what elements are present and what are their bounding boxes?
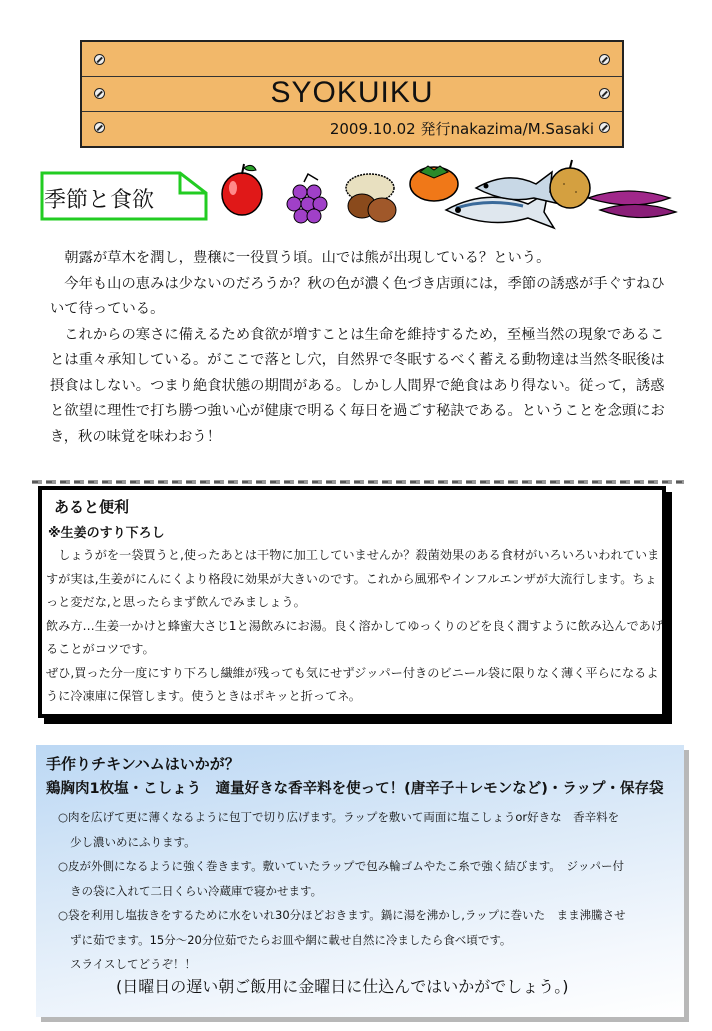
season-article (50, 246, 670, 450)
newsletter-title: SYOKUIKU (270, 76, 434, 109)
chicken-ham-recipe-box (36, 745, 684, 1017)
chestnut-icon (346, 174, 396, 222)
recipe-step-cont: スライスしてどうぞ！！ (70, 957, 197, 971)
article-paragraph: これからの寒さに備えるため食欲が増すことは生命を維持するため，至極当然の現象であることは重々承知している。がここで落とし穴，自然界で冬眠するべく蓄える動物達は当然冬眠後は摂食はしない。つまり絶食状態の期間がある。しかし人間界で絶食はあり得ない。従って，誘惑と欲望に理性で打ち勝つ強い心が健康で明るく毎日を過ごす秘訣である。ということを念頭におき，秋の味覚を味わおう！ (50, 326, 665, 445)
recipe-step-cont: きの袋に入れて二日くらい冷蔵庫で寝かせます。 (70, 883, 323, 898)
recipe-step-cont: 少し濃いめにふります。 (70, 834, 196, 849)
recipe-step: ○肉を広げて更に薄くなるように包丁で切り広げます。ラップを敷いて両面に塩こしょうor好きな 香辛料を (58, 810, 620, 824)
wood-plank (82, 42, 622, 77)
autumn-food-illustrations (218, 158, 688, 254)
persimmon-icon (410, 166, 458, 201)
season-tag (40, 171, 208, 221)
nail-icon (94, 122, 105, 133)
recipe-steps (58, 805, 678, 977)
pear-icon (550, 160, 590, 208)
recipe-closing-note: (日曜日の遅い朝ご飯用に金曜日に仕込んではいかがでしょう。) (116, 977, 569, 996)
tips-subheading: ※生姜のすり下ろし (48, 526, 165, 541)
apple-icon (222, 164, 262, 215)
nail-icon (599, 122, 610, 133)
nail-icon (599, 54, 610, 65)
recipe-step: ○皮が外側になるように強く巻きます。敷いていたラップで包み輪ゴムやたこ糸で強く結びます。 ジッパー付 (58, 859, 625, 873)
tips-paragraph: ぜひ,買った分一度にすり下ろし繊維が残っても気にせずジッパー付きのビニール袋に限りなく薄く平らになるように冷凍庫に保管します。使うときはポキッと折ってネ。 (46, 665, 659, 703)
recipe-step-cont: ずに茹でます。15分～20分位茹でたらお皿や網に載せ自然に冷ましたら食べ頃です。 (70, 932, 512, 947)
useful-tips-box (38, 486, 666, 718)
recipe-step: ○袋を利用し塩抜きをするために水をいれ30分ほどおきます。鍋に湯を沸かし,ラップに巻いた まま沸騰させ (58, 908, 626, 922)
sweet-potato-icon (588, 191, 676, 218)
recipe-ingredients: 鶏胸肉1枚塩・こしょう 適量好きな香辛料を使って！(唐辛子＋レモンなど)・ラップ・保存袋 (46, 781, 664, 797)
article-paragraph: 朝露が草木を潤し，豊穣に一役買う頃。山では熊が出現している？という。 (64, 250, 551, 266)
tips-body (46, 544, 668, 709)
tips-heading: あると便利 (54, 498, 130, 516)
recipe-heading: 手作りチキンハムはいかが？ (46, 755, 240, 773)
article-paragraph: 今年も山の恵みは少ないのだろうか？秋の色が濃く色づき店頭には，季節の誘惑が手ぐすねひいて待っている。 (50, 275, 665, 317)
tips-paragraph: しょうがを一袋買うと,使ったあとは干物に加工していませんか？殺菌効果のある食材がいろいろいわれていますが実は,生姜がにんにくより格段に効果が大きいのです。これから風邪やインフルエンザが大流行します。ちょっと変だな,と思ったらまず飲んでみましょう。 (46, 548, 660, 609)
fish-icon (446, 172, 560, 228)
nail-icon (94, 54, 105, 65)
tips-paragraph: 飲み方…生姜一かけと蜂蜜大さじ1と湯飲みにお湯。良く溶かしてゆっくりのどを良く潤すように飲み込んであげることがコツです。 (46, 618, 664, 656)
season-tag-label: 季節と食欲 (44, 188, 155, 213)
dashed-divider (32, 478, 684, 486)
issue-line: 2009.10.02 発行nakazima/M.Sasaki (329, 120, 594, 138)
header-sign (80, 40, 624, 148)
grapes-icon (287, 174, 327, 223)
